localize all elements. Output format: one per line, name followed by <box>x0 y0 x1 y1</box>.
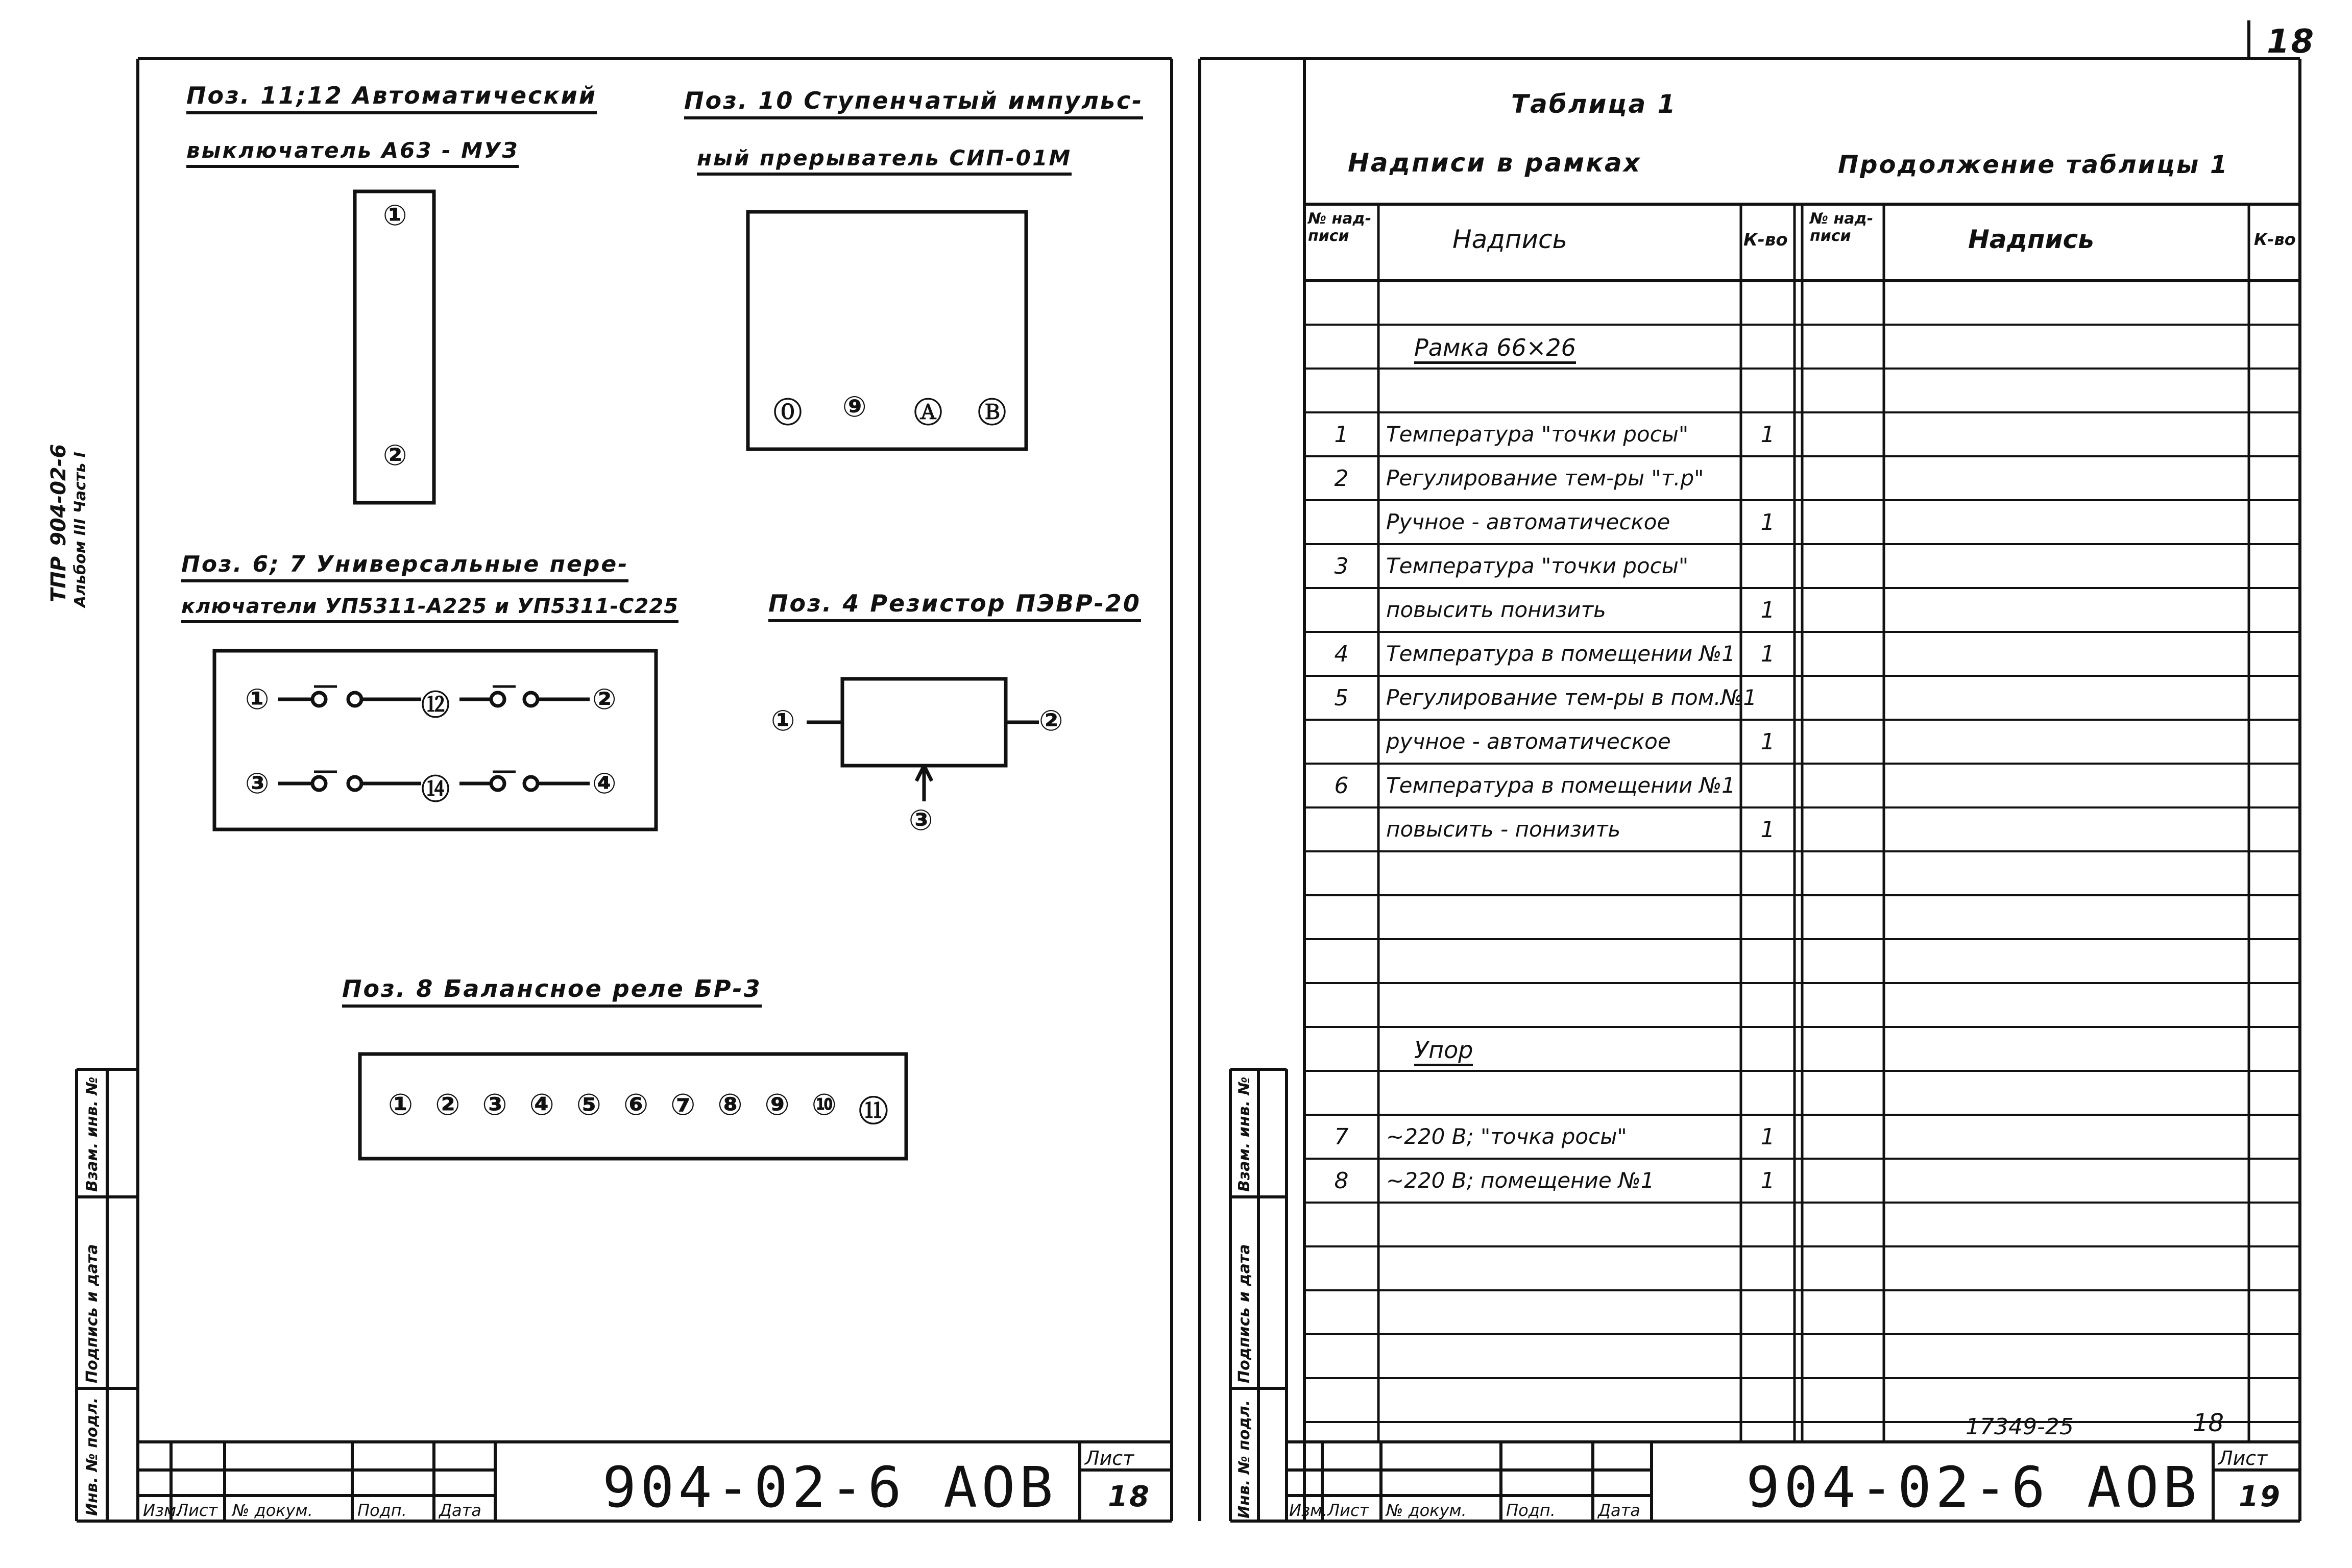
row-num: 6 <box>1334 773 1349 799</box>
right-sheet-label: Лист <box>2218 1447 2268 1469</box>
row-qty: 1 <box>1760 1168 1775 1194</box>
relay-terminal: ⑤ <box>576 1087 601 1122</box>
breaker-terminal-1: ① <box>383 199 409 232</box>
relay-terminal: ② <box>435 1087 460 1122</box>
col-header-qty-right: К-во <box>2254 230 2296 249</box>
left-tb-label-list: Лист <box>176 1501 218 1520</box>
relay-terminal: ③ <box>482 1087 507 1122</box>
left-designation: 904-02-6 АОВ <box>602 1455 1057 1520</box>
left-tb-label-date: Дата <box>439 1501 481 1520</box>
left-tb-label-izm: Изм. <box>143 1501 182 1520</box>
col-header-num-left: № над-писи <box>1308 210 1372 245</box>
col-header-text-left: Надпись <box>1452 225 1567 254</box>
row-text: повысить понизить <box>1386 597 1606 622</box>
right-tb-label-date: Дата <box>1598 1501 1640 1520</box>
left-margin-stamp-3: Инв. № подл. <box>83 1397 101 1516</box>
row-text: Регулирование тем-ры "т.р" <box>1386 465 1704 491</box>
interrupter-terminal-b: Ⓑ <box>978 397 1008 430</box>
row-text: Температура "точки росы" <box>1386 553 1689 578</box>
row-text: Ручное - автоматическое <box>1386 509 1670 534</box>
row-num: 4 <box>1334 641 1349 667</box>
row-num: 3 <box>1334 553 1349 579</box>
relay-terminal: ⑦ <box>670 1087 696 1122</box>
row-text: ~220 В; "точка росы" <box>1386 1124 1627 1149</box>
right-tb-label-sign: Подп. <box>1506 1501 1556 1520</box>
row-text: Температура в помещении №1 <box>1386 773 1735 798</box>
side-stamp-3: Альбом III Часть I <box>71 452 89 607</box>
pos-11-12-title-1: Поз. 11;12 Автоматический <box>186 82 597 114</box>
breaker-terminal-2: ② <box>383 439 409 472</box>
row-num: 5 <box>1334 685 1349 711</box>
right-tb-label-izm: Изм. <box>1289 1501 1328 1520</box>
left-margin-stamp-1: Взам. инв. № <box>83 1076 101 1192</box>
relay-terminal: ⑩ <box>811 1087 837 1122</box>
pos-11-12-title-2: выключатель А63 - МУЗ <box>186 138 519 168</box>
resistor-terminal-3: ③ <box>909 804 935 837</box>
row-num: 7 <box>1334 1124 1349 1150</box>
footer-sheet: 18 <box>2193 1409 2224 1437</box>
switch-terminal-1: ① <box>245 683 271 716</box>
row-qty: 1 <box>1760 597 1775 623</box>
pos-6-7-title-2: ключатели УП5311-А225 и УП5311-С225 <box>181 595 678 623</box>
row-num: 1 <box>1334 422 1349 448</box>
table-subtitle-right: Продолжение таблицы 1 <box>1838 151 2229 179</box>
row-text: повысить - понизить <box>1386 817 1621 842</box>
col-header-num-right: № над-писи <box>1810 210 1874 245</box>
side-stamp-2: 904-02-6 <box>47 444 70 546</box>
switch-terminal-4: ④ <box>592 767 618 800</box>
table-subtitle-left: Надписи в рамках <box>1348 148 1642 178</box>
relay-terminal-row <box>388 1087 888 1128</box>
pos-6-7-title-1: Поз. 6; 7 Универсальные пере- <box>181 551 628 582</box>
right-sheet-number: 19 <box>2239 1480 2282 1513</box>
right-margin-stamp-3: Инв. № подл. <box>1235 1400 1253 1518</box>
relay-terminal: ⑨ <box>764 1087 790 1122</box>
row-qty: 1 <box>1760 1124 1775 1150</box>
side-stamp-1: ТПР <box>47 556 70 602</box>
right-designation: 904-02-6 АОВ <box>1746 1455 2201 1520</box>
switch-terminal-2: ② <box>592 683 618 716</box>
interrupter-terminal-0: ⓪ <box>773 397 804 430</box>
switch-terminal-12: ⑫ <box>421 689 451 722</box>
relay-terminal: ⑥ <box>623 1087 649 1122</box>
left-sheet-label: Лист <box>1085 1447 1134 1469</box>
row-qty: 1 <box>1760 641 1775 667</box>
corner-page-number: 18 <box>2267 23 2316 61</box>
left-margin-stamp-2: Подпись и дата <box>83 1244 101 1383</box>
row-qty: 1 <box>1760 422 1775 448</box>
right-tb-label-doc: № докум. <box>1386 1501 1467 1520</box>
left-tb-label-sign: Подп. <box>357 1501 407 1520</box>
row-qty: 1 <box>1760 729 1775 755</box>
row-heading: Упор <box>1414 1036 1473 1066</box>
row-text: Температура "точки росы" <box>1386 422 1689 447</box>
relay-terminal: ① <box>388 1087 414 1122</box>
pos-10-title-2: ный прерыватель СИП-01М <box>697 145 1072 176</box>
left-tb-label-doc: № докум. <box>232 1501 313 1520</box>
row-text: Регулирование тем-ры в пом.№1 <box>1386 685 1757 710</box>
col-header-text-right: Надпись <box>1968 225 2094 254</box>
row-qty: 1 <box>1760 509 1775 535</box>
left-sheet-number: 18 <box>1108 1480 1151 1513</box>
resistor-body <box>842 679 1006 766</box>
right-tb-label-list: Лист <box>1327 1501 1369 1520</box>
resistor-terminal-1: ① <box>771 704 797 738</box>
relay-terminal: ④ <box>529 1087 554 1122</box>
switch-terminal-3: ③ <box>245 767 271 800</box>
pos-4-title: Поз. 4 Резистор ПЭВР-20 <box>768 590 1141 622</box>
right-margin-stamp-2: Подпись и дата <box>1235 1244 1253 1383</box>
right-margin-stamp-1: Взам. инв. № <box>1235 1076 1253 1192</box>
row-num: 8 <box>1334 1168 1349 1194</box>
row-text: Температура в помещении №1 <box>1386 641 1735 666</box>
row-text: ручное - автоматическое <box>1386 729 1671 754</box>
switch-terminal-14: ⑭ <box>421 773 451 806</box>
table-title: Таблица 1 <box>1511 89 1677 119</box>
relay-terminal: ⑧ <box>717 1087 743 1122</box>
interrupter-terminal-9: ⑨ <box>842 390 868 424</box>
resistor-terminal-2: ② <box>1039 704 1065 738</box>
pos-8-title: Поз. 8 Балансное реле БР-3 <box>342 975 762 1008</box>
footer-note: 17349-25 <box>1966 1414 2074 1440</box>
pos-10-title-1: Поз. 10 Ступенчатый импульс- <box>684 87 1143 119</box>
relay-terminal: ⑪ <box>858 1094 888 1129</box>
row-heading: Рамка 66×26 <box>1414 334 1576 364</box>
row-num: 2 <box>1334 465 1349 492</box>
interrupter-terminal-a: Ⓐ <box>914 397 944 430</box>
col-header-qty-left: К-во <box>1743 230 1788 250</box>
row-text: ~220 В; помещение №1 <box>1386 1168 1655 1193</box>
row-qty: 1 <box>1760 817 1775 843</box>
